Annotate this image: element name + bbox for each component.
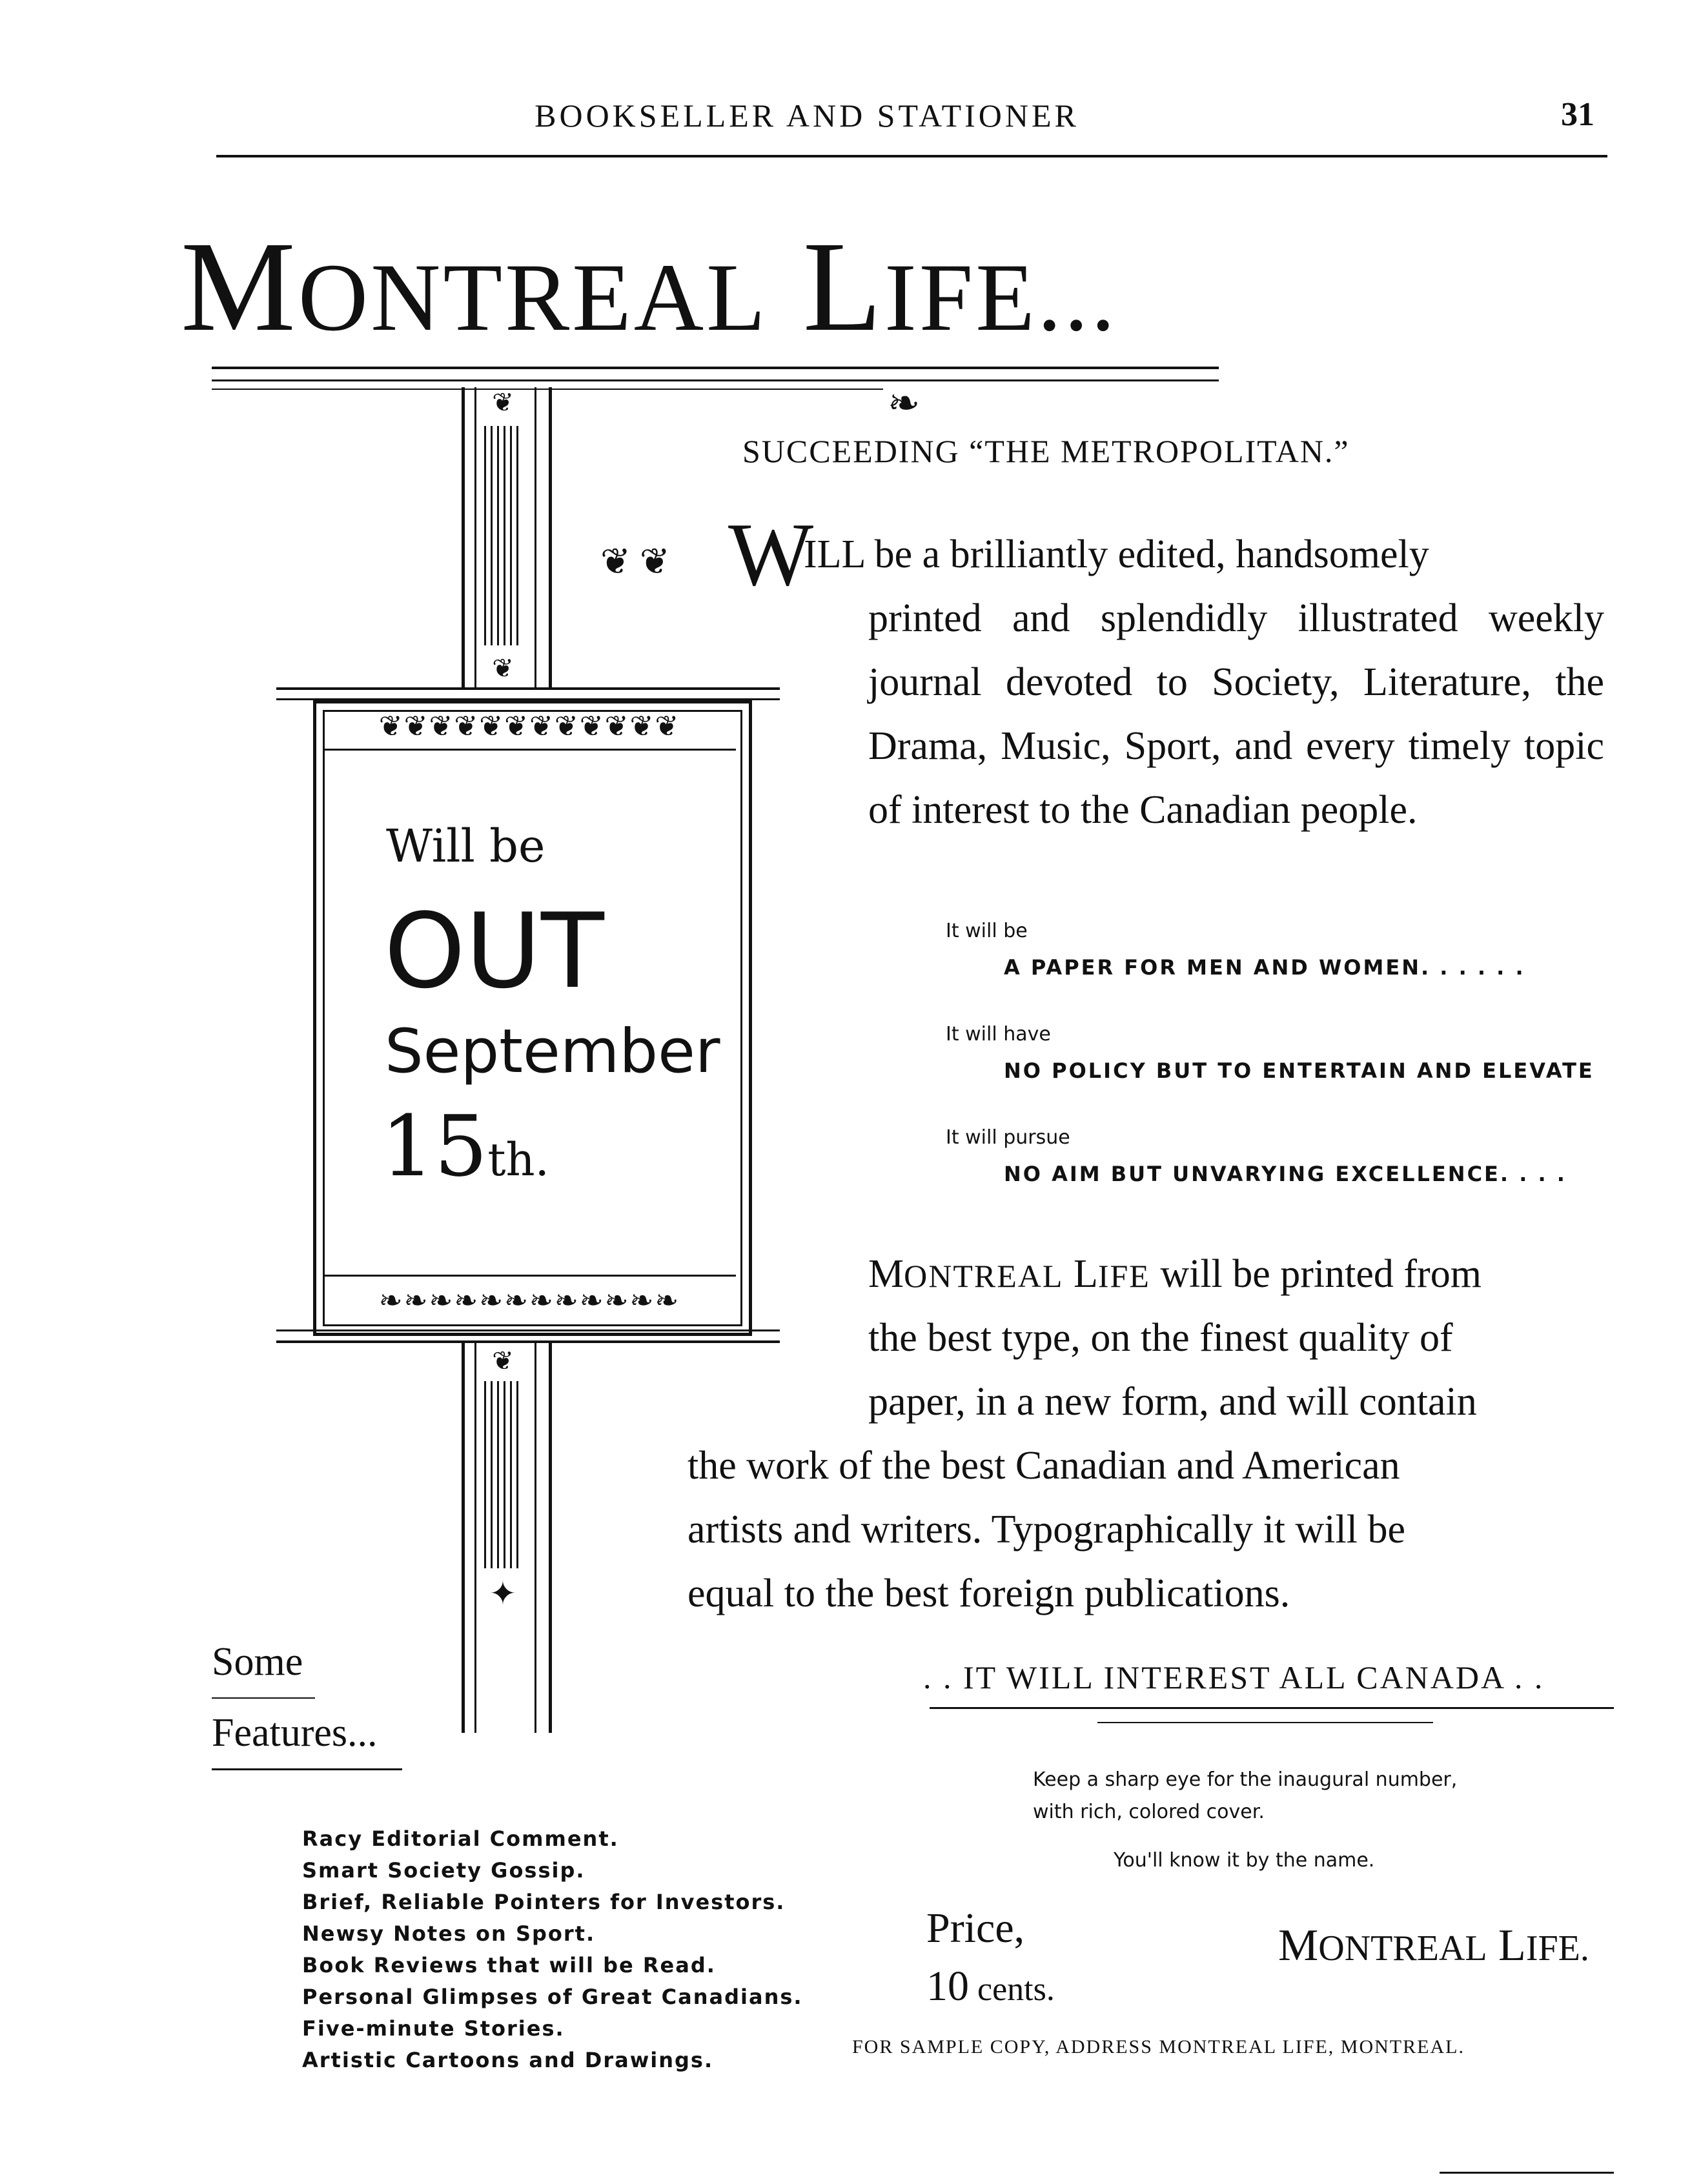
- announce-month: September: [385, 1016, 720, 1087]
- keep-note-line-2: with rich, colored cover.: [1033, 1801, 1265, 1823]
- running-head: BOOKSELLER AND STATIONER: [535, 97, 1079, 134]
- list-item: Artistic Cartoons and Drawings.: [302, 2048, 714, 2072]
- quality-line-3: paper, in a new form, and will contain: [868, 1380, 1477, 1424]
- masthead-rule-top: [212, 367, 1219, 369]
- interest-rule-2: [1097, 1722, 1433, 1723]
- pledge-text-3: NO AIM BUT UNVARYING EXCELLENCE. . . .: [1004, 1162, 1567, 1186]
- page-number: 31: [1561, 96, 1594, 133]
- lower-pillar-cap-ornament-icon: ❦: [492, 1346, 515, 1375]
- feature-list: [302, 1823, 803, 2076]
- subtitle: SUCCEEDING “THE METROPOLITAN.”: [742, 433, 1350, 469]
- features-heading-features: Features...: [212, 1711, 378, 1755]
- announce-will-be: Will be: [386, 820, 545, 873]
- list-item: Brief, Reliable Pointers for Investors.: [302, 1890, 786, 1914]
- footer-rule: [1440, 2172, 1614, 2174]
- sample-copy-line: FOR SAMPLE COPY, ADDRESS MONTREAL LIFE, MONTREAL.: [852, 2036, 1465, 2058]
- intro-rest: printed and splendidly illustrated weekly journal devoted to Society, Literature, the Drama, Music, Sport, and every timely topic of interest to the Canadian people.: [868, 596, 1604, 832]
- list-item: Personal Glimpses of Great Canadians.: [302, 1985, 803, 2009]
- list-item: Book Reviews that will be Read.: [302, 1953, 716, 1977]
- features-rule-2: [212, 1768, 402, 1770]
- interest-line: . . IT WILL INTEREST ALL CANADA . .: [923, 1659, 1545, 1695]
- masthead-word-ontreal: ONTREAL: [298, 244, 768, 351]
- intro-paragraph: [804, 523, 1604, 842]
- bottom-frieze-ornament-icon: ❧❧❧❧❧❧❧❧❧❧❧❧: [378, 1285, 680, 1317]
- announce-day-suffix: th.: [487, 1133, 549, 1186]
- masthead-title: [181, 216, 1118, 358]
- pledge-lead-2: It will have: [946, 1023, 1051, 1046]
- list-item: Smart Society Gossip.: [302, 1858, 586, 1883]
- name-note: You'll know it by the name.: [1114, 1849, 1375, 1872]
- top-frieze-rule: [323, 749, 736, 751]
- announce-day-number: 15: [381, 1097, 488, 1195]
- pledge-text-2: NO POLICY BUT TO ENTERTAIN AND ELEVATE: [1004, 1058, 1594, 1083]
- price-unit: cents.: [977, 1971, 1055, 2008]
- lower-pillar-flutes: [484, 1381, 523, 1568]
- pledge-lead-1: It will be: [946, 920, 1028, 942]
- quality-line-1: MONTREAL LIFE will be printed from: [868, 1252, 1482, 1296]
- bottom-frieze-rule: [323, 1275, 736, 1277]
- signature: MONTREAL LIFE.: [1278, 1921, 1589, 1970]
- price-label: Price,: [926, 1905, 1025, 1952]
- list-item: Newsy Notes on Sport.: [302, 1921, 596, 1946]
- pillar-cap-ornament-icon: ❦: [492, 388, 515, 417]
- lower-crossbar-1: [276, 1330, 780, 1331]
- masthead-word-ife: IFE...: [884, 244, 1118, 351]
- drop-cap: W: [728, 505, 814, 605]
- masthead-initial-l: L: [802, 216, 884, 358]
- keep-note-line-1: Keep a sharp eye for the inaugural number,: [1033, 1768, 1458, 1791]
- pillar-base-ornament-icon: ❦: [492, 654, 515, 683]
- quality-line-6: equal to the best foreign publications.: [688, 1572, 1290, 1615]
- price-number: 10: [926, 1963, 969, 2010]
- list-item: Five-minute Stories.: [302, 2016, 565, 2041]
- features-rule-1: [212, 1697, 315, 1699]
- masthead-initial-m: M: [181, 216, 298, 358]
- header-rule: [216, 155, 1607, 157]
- quality-line-5: artists and writers. Typographically it will be: [688, 1508, 1406, 1552]
- features-heading-some: Some: [212, 1640, 303, 1684]
- quality-line-4: the work of the best Canadian and American: [688, 1444, 1400, 1488]
- masthead-rule-bottom: [212, 379, 1219, 381]
- pledge-lead-3: It will pursue: [946, 1126, 1070, 1149]
- announce-day: [381, 1097, 549, 1195]
- lower-pillar-pendant-ornament-icon: ✦: [489, 1575, 518, 1612]
- scroll-ornament-icon: ❧: [888, 382, 921, 425]
- top-frieze-ornament-icon: ❦❦❦❦❦❦❦❦❦❦❦❦: [378, 711, 680, 742]
- pledge-text-1: A PAPER FOR MEN AND WOMEN. . . . . .: [1004, 955, 1525, 980]
- intro-first-line: ILL be a brilliantly edited, handsomely: [804, 532, 1429, 576]
- interest-rule-1: [930, 1707, 1614, 1709]
- list-item: Racy Editorial Comment.: [302, 1826, 619, 1851]
- quality-line-2: the best type, on the finest quality of: [868, 1316, 1453, 1360]
- announce-out: OUT: [384, 891, 604, 1011]
- upper-pillar-flutes: [484, 426, 523, 645]
- upper-crossbar-1: [276, 687, 780, 690]
- fleuron-ornament-icon: ❦ ❦: [600, 542, 670, 582]
- price-amount: [926, 1962, 1055, 2011]
